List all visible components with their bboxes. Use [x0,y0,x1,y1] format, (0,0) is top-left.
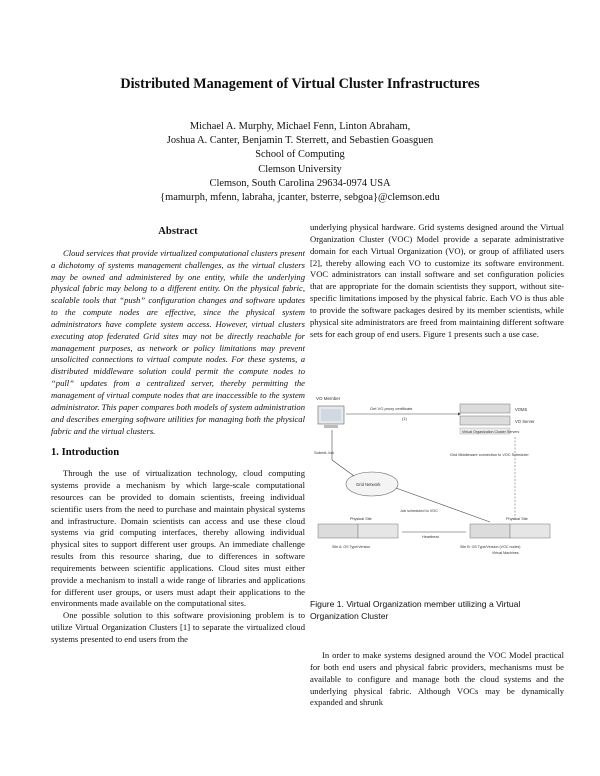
authors-line-1: Michael A. Murphy, Michael Fenn, Linton Abraham, [189,121,411,132]
introduction-paragraph-2: One possible solution to this software provisioning problem is to utilize Virtual Organization Clusters [1] to separate the virtualized cloud systems presented to end users from the [51,610,305,644]
introduction-heading: 1. Introduction [51,447,120,459]
left-column [51,222,305,646]
label-site-b-desc: Site B: OS Type/Version (VOC nodes) [460,545,521,549]
label-grid-network: Grid Network [356,482,381,487]
label-grid-middleware: Grid Middleware connection to VOC Scheduler [450,453,529,457]
figure-caption-label: Figure 1. [310,599,344,609]
paper-title: Distributed Management of Virtual Cluster Infrastructures [120,76,480,92]
label-step-1: (1) [402,416,407,421]
label-vo-server: VO Server [515,419,535,424]
label-site-a-desc: Site A: OS Type/Version [332,545,371,549]
label-virtual-machines: Virtual Machines [492,551,519,555]
abstract-heading: Abstract [158,226,198,237]
physical-site-a [318,517,398,549]
label-voms: VOMS [515,407,528,412]
physical-site-b [460,517,550,555]
arrow-to-grid [332,460,354,476]
right-paragraph-2: In order to make systems designed around the VOC Model practical for both end users and physical fabric providers, mechanisms must be available to configure and manage both the cloud systems and the underlying physical fabric. Although VOCs may be dynamically expanded and shrunk [310,650,564,708]
abstract-text: Cloud services that provide virtualized computational clusters present a dichotomy of systems management challenges, as the virtual clusters may be owned and administered by one entity, while the underlying physical fabric may belong to a different entity. On the physical fabric, scalable tools that “push” configuration changes and software updates to the compute nodes are effective, since the physical system administrators have complete system access. However, virtual clusters executing atop federated Grid sites may not be directly reachable for management purposes, as network or policy limitations may prevent unsolicited connections to virtual compute nodes. For these systems, a distributed middleware solution could permit the compute nodes to “pull” updates from a centralized server, thereby permitting the management of virtual compute nodes that are inaccessible to the system administrator. This paper compares both models of system administration and describes emerging software utilities for managing both the physical fabric and the virtual clusters. [51,247,305,436]
right-paragraph-1: underlying physical hardware. Grid systems designed around the Virtual Organization Cluster (VOC) Model provide a separate administrative domain for each Virtual Organization (VO), or group of affiliated users [2], thereby allowing each VO to customize its software environment. VOC administrators can install software and set configuration policies that are appropriate for the domain scientists they support, without site-specific limitations imposed by the physical fabric. Each VO is thus able to provide the software packages desired by its member scientists, while physical site administrators are freed from maintaining different software sets for each group of end users. Figure 1 presents such a use case. [310,222,564,339]
label-job-scheduled: Job scheduled to VOC [400,509,438,513]
affiliation-address: Clemson, South Carolina 29634-0974 USA [209,177,391,189]
label-vo-member: VO Member [316,396,341,401]
figure-1-caption [310,599,564,622]
figure-caption-text: Virtual Organization member utilizing a Virtual Organization Cluster [310,599,521,621]
label-heartbeat: Heartbeat [422,535,439,539]
authors-line-2: Joshua A. Canter, Benjamin T. Sterrett, and Sebastien Goasguen [166,135,434,147]
author-block [0,120,600,205]
label-submit-job: Submit Job [314,450,335,455]
author-emails: {mamurph, mfenn, labraha, jcanter, bsterre, sebgoa}@clemson.edu [160,192,440,204]
affiliation-university: Clemson University [258,163,342,175]
label-physical-site-b: Physical Site [506,517,528,521]
label-get-vo-proxy: Get VO proxy certificate [370,406,413,411]
figure-1-diagram [310,392,564,568]
right-column [310,222,564,340]
right-column-lower [310,650,564,709]
affiliation-school: School of Computing [255,149,345,161]
vo-member-computer [316,396,344,428]
arrow-job-scheduled [396,488,490,522]
introduction-paragraph-1: Through the use of virtualization technology, cloud computing systems provide a mechanism by which large-scale computational resources can be provided to domain scientists, freeing individual scientific users from the need to purchase and maintain physical systems and infrastructure. Domain scientists can access and use these cloud systems via grid computing interfaces, thereby allowing individual physical sites to support different user groups. An immediate challenge results from this resource sharing, due to differences in software requirements between scientific applications. Cloud sites must either provide a mechanism to install a wide range of libraries and applications for different user groups, or users must adapt their applications to the environments made available on the computational sites. [51,468,305,609]
label-physical-site-a: Physical Site [350,517,372,521]
voms-server [460,404,535,434]
label-voc-servers: Virtual Organization Cluster Servers [462,430,520,434]
